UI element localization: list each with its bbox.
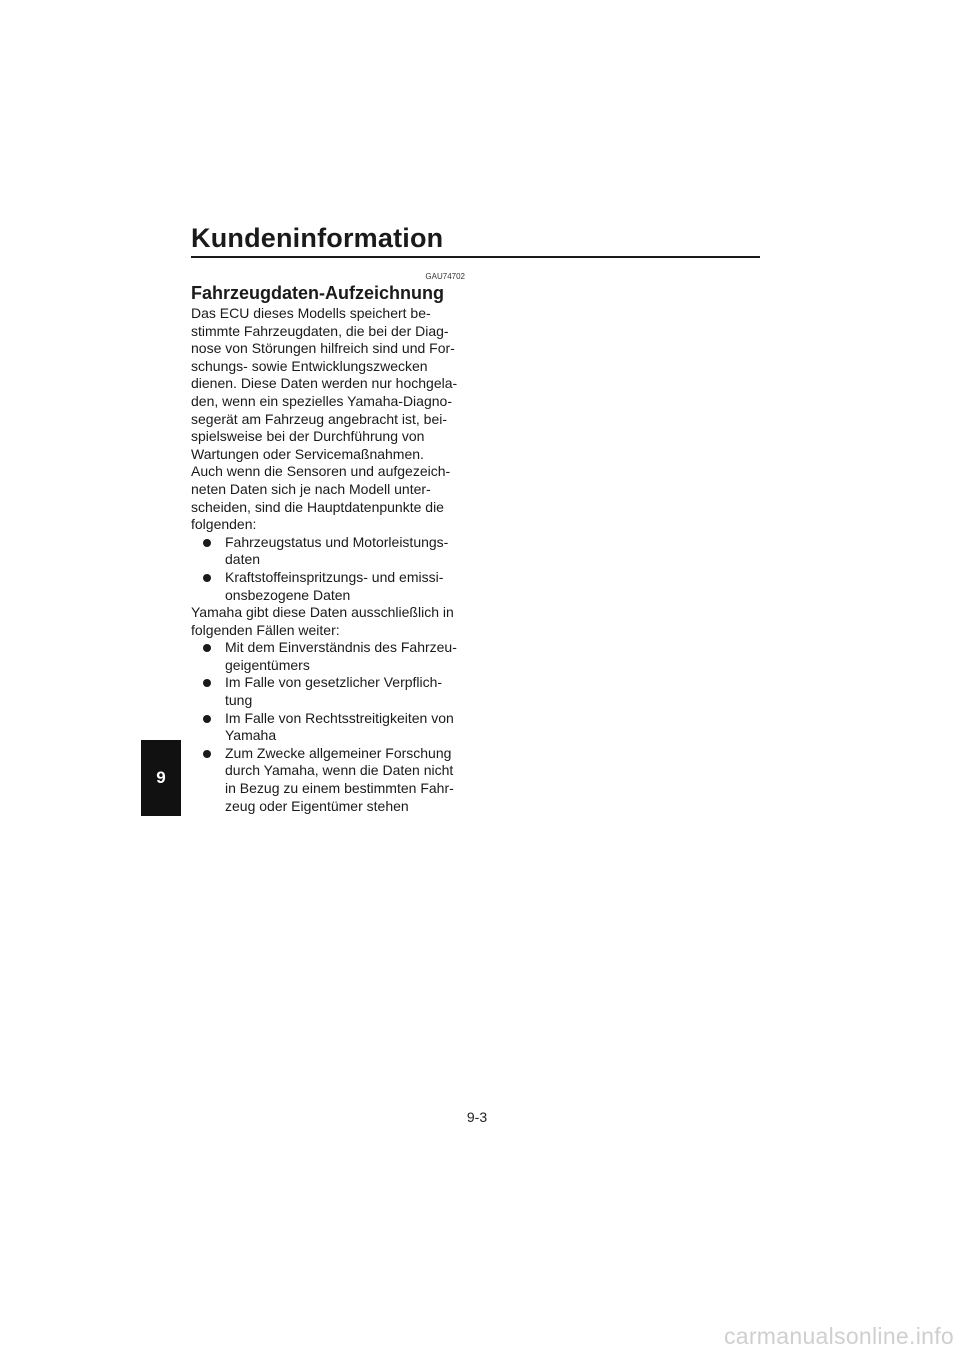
section-content (191, 272, 465, 815)
page-header (191, 218, 760, 258)
bullet-icon (203, 539, 211, 547)
text-line: daten (225, 551, 261, 568)
text-line: dienen. Diese Daten werden nur hochgela- (191, 375, 458, 392)
data-points-list (191, 534, 465, 604)
text-line: folgenden Fällen weiter: (191, 621, 340, 638)
text-line: Im Falle von gesetzlicher Verpflich- (225, 674, 443, 691)
intro-paragraph (191, 305, 465, 534)
text-line: Kraftstoffeinspritzungs- und emissi- (225, 568, 444, 585)
list-item (191, 569, 465, 604)
text-line: in Bezug zu einem bestimmten Fahr- (225, 780, 454, 797)
list-item (191, 710, 465, 745)
section-title: Fahrzeugdaten-Aufzeichnung (191, 283, 444, 303)
text-line: Auch wenn die Sensoren und aufgezeich- (191, 463, 451, 480)
text-line: Zum Zwecke allgemeiner Forschung (225, 744, 452, 761)
text-line: den, wenn ein spezielles Yamaha-Diagno- (191, 392, 452, 409)
text-line: Im Falle von Rechtsstreitigkeiten von (225, 709, 454, 726)
text-line: tung (225, 692, 253, 709)
share-cases-list (191, 639, 465, 815)
text-line: Fahrzeugstatus und Motorleistungs- (225, 533, 449, 550)
reference-code: GAU74702 (425, 272, 465, 281)
text-line: Das ECU dieses Modells speichert be- (191, 305, 431, 321)
text-line: spielsweise bei der Durchführung von (191, 428, 425, 445)
list-item (191, 639, 465, 674)
bullet-icon (203, 574, 211, 582)
list-item (191, 534, 465, 569)
list-item (191, 745, 465, 815)
bullet-icon (203, 715, 211, 723)
bullet-icon (203, 644, 211, 652)
text-line: segerät am Fahrzeug angebracht ist, bei- (191, 410, 448, 427)
text-line: nose von Störungen hilfreich sind und For- (191, 340, 455, 357)
text-line: onsbezogene Daten (225, 586, 351, 603)
page-number: 9-3 (466, 1109, 488, 1125)
watermark: carmanualsonline.info (723, 1323, 954, 1349)
page-title: Kundeninformation (191, 223, 444, 253)
text-line: Yamaha (225, 727, 277, 744)
text-line: schungs- sowie Entwicklungszwecken (191, 357, 428, 374)
bullet-icon (203, 679, 211, 687)
text-line: Wartungen oder Servicemaßnahmen. (191, 445, 424, 462)
text-line: scheiden, sind die Hauptdatenpunkte die (191, 498, 444, 515)
text-line: stimmte Fahrzeugdaten, die bei der Diag- (191, 322, 449, 339)
text-line: zeug oder Eigentümer stehen (225, 797, 409, 814)
text-line: Yamaha gibt diese Daten ausschließlich in (191, 604, 454, 621)
chapter-tab: 9 (141, 740, 181, 816)
text-line: Mit dem Einverständnis des Fahrzeu- (225, 639, 457, 656)
text-line: durch Yamaha, wenn die Daten nicht (225, 762, 454, 779)
text-line: folgenden: (191, 516, 257, 533)
list-item (191, 674, 465, 709)
bullet-icon (203, 750, 211, 758)
text-line: neten Daten sich je nach Modell unter- (191, 480, 431, 497)
text-line: geigentümers (225, 656, 310, 673)
share-paragraph (191, 604, 465, 639)
